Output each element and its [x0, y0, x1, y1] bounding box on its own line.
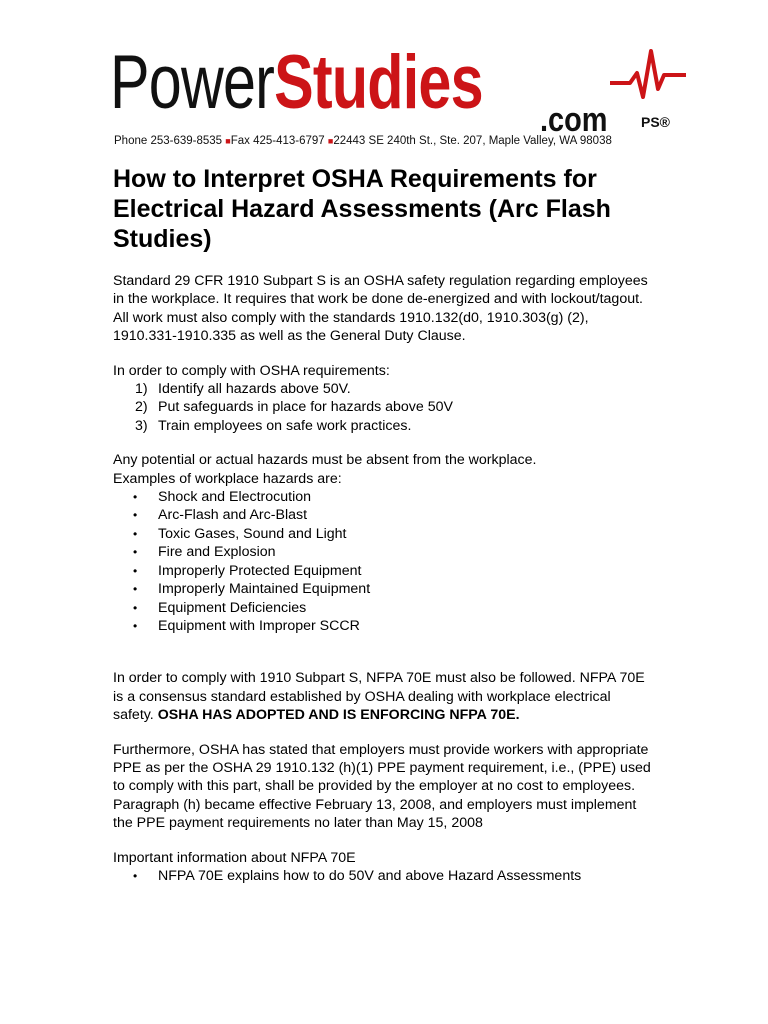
pulse-line-icon — [610, 45, 686, 107]
list-item: • Improperly Maintained Equipment — [133, 581, 371, 598]
list-item: • Improperly Protected Equipment — [133, 562, 362, 579]
logo-ps-mark: PS® — [641, 114, 670, 130]
list-item: • Equipment Deficiencies — [133, 599, 307, 616]
intro-paragraph: Standard 29 CFR 1910 Subpart S is an OSHA safety regulation regarding employees in the workplace. It requires that work be done de-energized and with lockout/tagout. All work must also comply with the standards 1910.132(d0, 1910.303(g) (2), 1910.331-1910.335 as well as the General Duty Clause. — [113, 273, 648, 345]
logo-studies-text: Studies — [274, 40, 483, 125]
bullet-icon: • — [133, 545, 138, 560]
comply-section — [113, 362, 653, 436]
comply-steps-list — [113, 380, 653, 435]
hazards-section — [113, 451, 653, 635]
bullet-icon: • — [133, 508, 138, 523]
list-item: • Shock and Electrocution — [133, 489, 312, 506]
contact-line — [114, 134, 612, 148]
list-item: • Toxic Gases, Sound and Light — [133, 525, 347, 542]
bullet-icon: • — [133, 600, 138, 615]
logo-power-text: Power — [110, 40, 275, 125]
contact-address: 22443 SE 240th St., Ste. 207, Maple Valley, WA 98038 — [333, 135, 612, 147]
separator-square-icon: ■ — [327, 136, 334, 146]
nfpa-paragraph — [113, 669, 653, 724]
bullet-icon: • — [133, 618, 138, 633]
info-section — [113, 849, 653, 886]
info-list — [113, 867, 653, 885]
list-item: • Arc-Flash and Arc-Blast — [133, 507, 308, 524]
ppe-paragraph: Furthermore, OSHA has stated that employers must provide workers with appropriate PPE as per the OSHA 29 1910.132 (h)(1) PPE payment requirement, i.e., (PPE) used to comply with this part, shall be provided by the employer at no cost to employees. Paragraph (h) became effective February 13, 2008, and employers must implement the PPE payment requirements no later than May 15, 2008 — [113, 741, 651, 832]
list-item: • Equipment with Improper SCCR — [133, 617, 360, 634]
list-item: 2) Put safeguards in place for hazards above 50V — [135, 399, 453, 416]
hazards-examples-heading: Examples of workplace hazards are: — [113, 470, 342, 487]
bullet-icon: • — [133, 563, 138, 578]
separator-square-icon: ■ — [225, 136, 231, 146]
comply-heading: In order to comply with OSHA requirements: — [113, 362, 390, 379]
list-item: 3) Train employees on safe work practices. — [135, 417, 412, 434]
bullet-icon: • — [133, 868, 138, 883]
info-heading: Important information about NFPA 70E — [113, 849, 356, 866]
list-item: 1) Identify all hazards above 50V. — [135, 381, 351, 398]
logo-com-text: .com — [540, 101, 608, 139]
document-body — [113, 164, 653, 885]
nfpa-emphasis: OSHA HAS ADOPTED AND IS ENFORCING NFPA 70E. — [157, 707, 520, 724]
bullet-icon: • — [133, 582, 138, 597]
list-item: • NFPA 70E explains how to do 50V and above Hazard Assessments — [133, 867, 582, 884]
hazards-list — [113, 488, 653, 635]
contact-fax: Fax 425-413-6797 — [230, 135, 325, 147]
hazards-intro: Any potential or actual hazards must be absent from the workplace. — [113, 452, 537, 469]
list-item: • Fire and Explosion — [133, 544, 276, 561]
logo-wordmark — [110, 40, 483, 126]
bullet-icon: • — [133, 526, 138, 541]
nfpa-text: In order to comply with 1910 Subpart S, NFPA 70E must also be followed. NFPA 70E is a consensus standard established by OSHA dealing with workplace electrical safety. — [113, 670, 645, 724]
document-title: How to Interpret OSHA Requirements for Electrical Hazard Assessments (Arc Flash Studies) — [113, 165, 611, 253]
bullet-icon: • — [133, 490, 138, 505]
contact-phone: Phone 253-639-8535 — [114, 135, 223, 147]
